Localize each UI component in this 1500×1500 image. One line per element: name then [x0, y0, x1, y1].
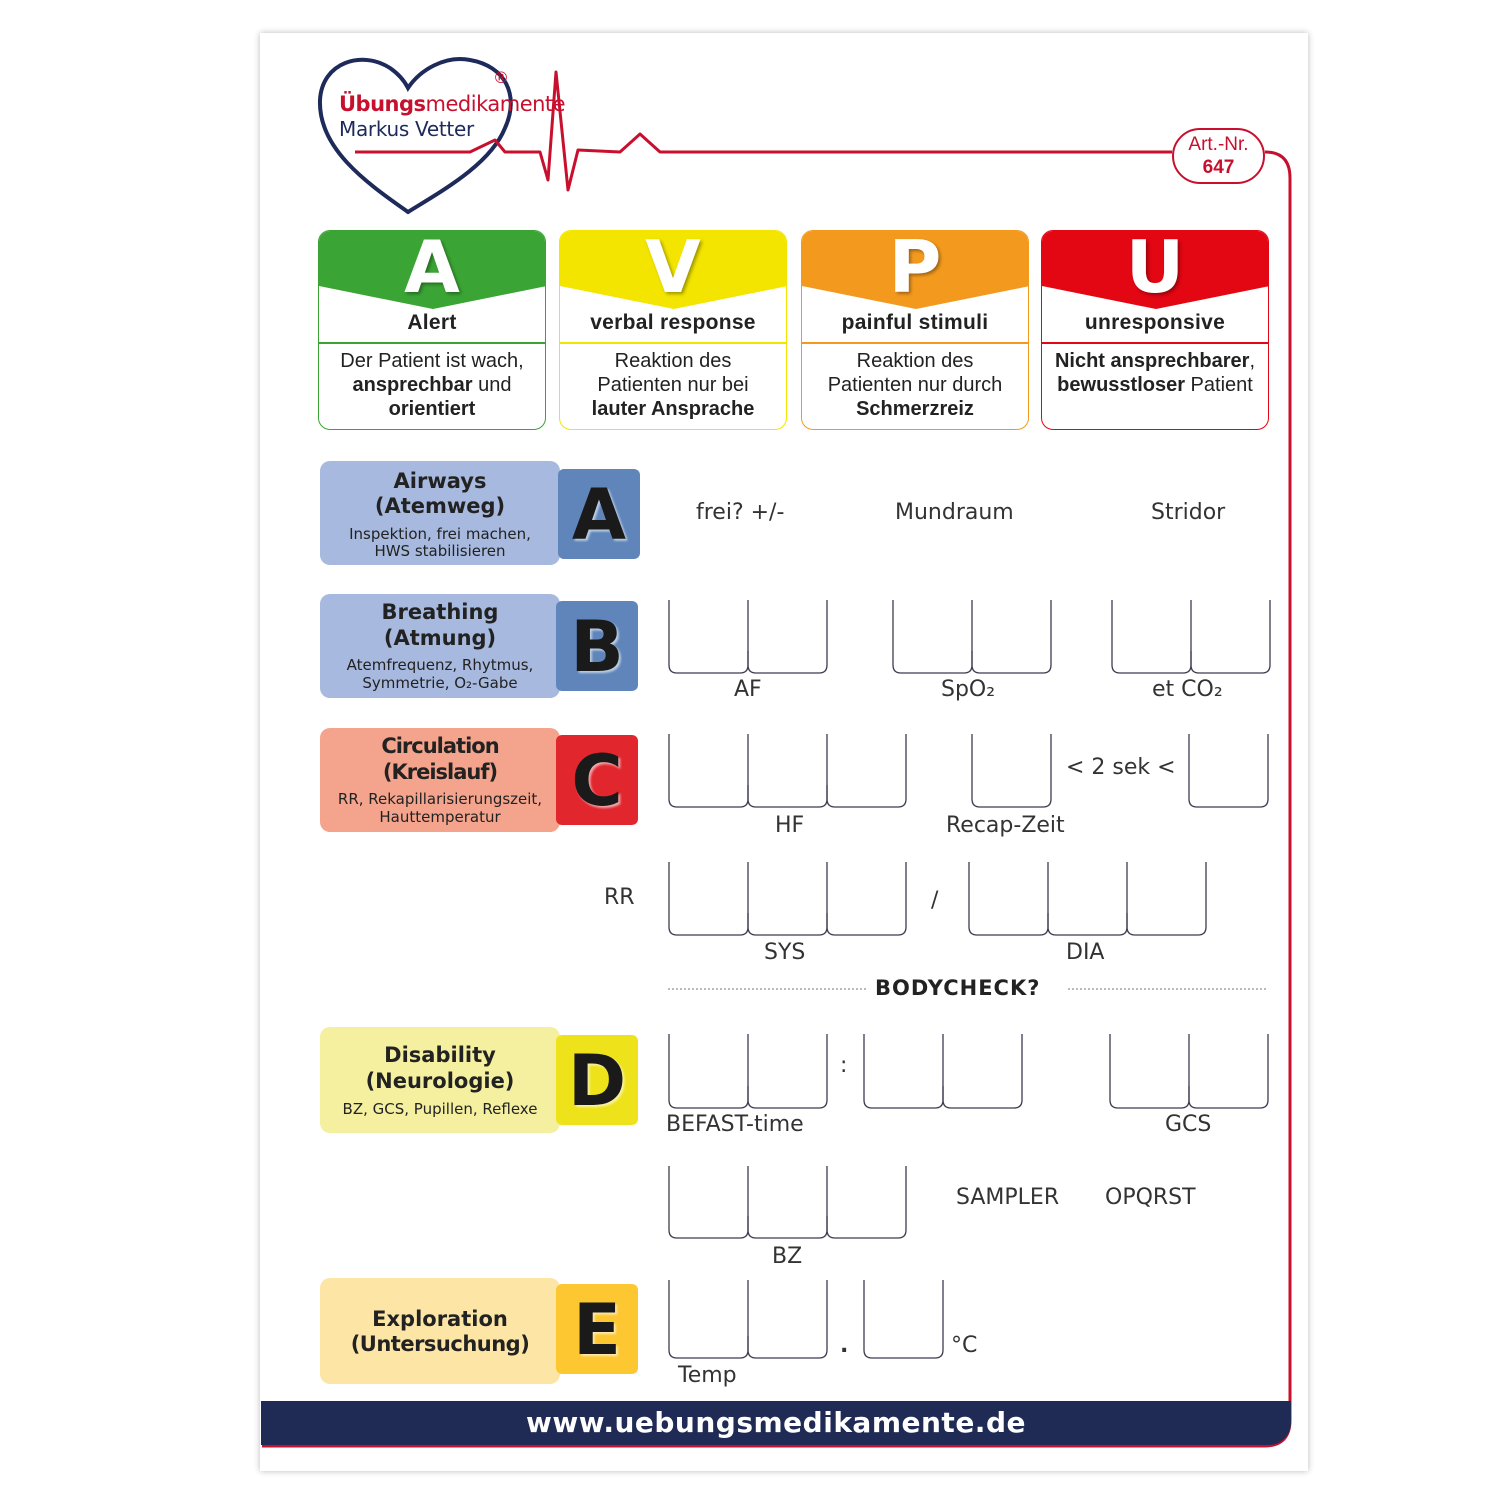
breathing-title: Breathing: [381, 600, 499, 624]
two-seconds-label: < 2 sek <: [1066, 755, 1176, 780]
article-label: Art.-Nr.: [1188, 134, 1249, 155]
avpu-title: painful stimuli: [841, 311, 989, 334]
circulation-desc-2: Hauttemperatur: [379, 808, 501, 826]
disability-title: Disability: [384, 1043, 496, 1067]
article-number: 647: [1202, 157, 1235, 178]
befast-time-label: BEFAST-time: [666, 1112, 804, 1137]
entry-cell: [864, 1280, 943, 1358]
entry-cell: [1189, 1034, 1268, 1108]
airways-title: Airways: [393, 469, 487, 493]
entry-cell: [943, 1034, 1022, 1108]
entry-cell: [1110, 1034, 1189, 1108]
avpu-letter: A: [404, 230, 460, 309]
entry-cell: [669, 734, 748, 807]
brand-owner: Markus Vetter: [339, 117, 474, 141]
letter-a-badge: A: [558, 469, 640, 559]
breathing-subtitle: (Atmung): [383, 626, 497, 650]
rr-slash: /: [931, 888, 939, 913]
disability-subtitle: (Neurologie): [365, 1069, 515, 1093]
entry-cell: [669, 862, 748, 935]
entry-cell: [1048, 862, 1127, 935]
entry-cell: [748, 600, 827, 673]
avpu-description: Der Patient ist wach, ansprechbar und orientiert: [340, 350, 524, 420]
avpu-description: Reaktion des Patienten nur bei lauter Ansprache: [591, 350, 755, 420]
sys-label: SYS: [764, 940, 806, 965]
registered-mark: ®: [493, 68, 509, 87]
entry-cell: [669, 1166, 748, 1238]
temp-label: Temp: [678, 1363, 737, 1388]
entry-cell: [972, 734, 1051, 807]
entry-cell: [969, 862, 1048, 935]
bz-label: BZ: [772, 1244, 803, 1269]
breathing-desc-2: Symmetrie, O₂-Gabe: [362, 674, 518, 692]
airways-stridor-label: Stridor: [1151, 500, 1226, 525]
letter-b-badge: B: [556, 601, 638, 691]
exploration-title: Exploration: [372, 1307, 508, 1331]
entry-cell: [1191, 600, 1270, 673]
entry-cell: [748, 734, 827, 807]
entry-cell: [1127, 862, 1206, 935]
avpu-title: unresponsive: [1084, 311, 1226, 334]
airways-desc-1: Inspektion, frei machen,: [349, 525, 531, 543]
circulation-subtitle: (Kreislauf): [382, 760, 498, 784]
entry-cell: [669, 600, 748, 673]
dia-label: DIA: [1066, 940, 1105, 965]
entry-cell: [827, 862, 906, 935]
avpu-letter: U: [1125, 230, 1185, 309]
airways-mouth-label: Mundraum: [895, 500, 1014, 525]
spo2-label: SpO₂: [941, 677, 996, 702]
entry-cell: [827, 1166, 906, 1238]
entry-cell: [669, 1034, 748, 1108]
entry-cell: [669, 1280, 748, 1358]
avpu-title: verbal response: [590, 311, 756, 334]
entry-cell: [1112, 600, 1191, 673]
entry-cell: [748, 862, 827, 935]
website-footer[interactable]: www.uebungsmedikamente.de: [261, 1401, 1291, 1445]
gcs-label: GCS: [1165, 1112, 1212, 1137]
hf-label: HF: [775, 813, 805, 838]
avpu-letter: P: [888, 230, 942, 309]
celsius-label: °C: [951, 1333, 978, 1358]
brand-name: Übungsmedikamente: [339, 92, 566, 116]
bodycheck-heading: BODYCHECK?: [875, 976, 1041, 1000]
avpu-description: Reaktion des Patienten nur durch Schmerzreiz: [827, 350, 1003, 420]
opqrst-label: OPQRST: [1105, 1185, 1196, 1210]
breathing-desc-1: Atemfrequenz, Rhytmus,: [346, 656, 534, 674]
sampler-label: SAMPLER: [956, 1185, 1060, 1210]
letter-d-badge: D: [556, 1035, 638, 1125]
avpu-description: Nicht ansprechbarer, bewusstloser Patient: [1054, 350, 1256, 396]
entry-cell: [972, 600, 1051, 673]
af-label: AF: [734, 677, 762, 702]
avpu-title: Alert: [407, 311, 457, 334]
disability-desc: BZ, GCS, Pupillen, Reflexe: [342, 1100, 538, 1118]
airways-desc-2: HWS stabilisieren: [374, 542, 506, 560]
letter-e-badge: E: [556, 1284, 638, 1374]
letter-c-badge: C: [556, 735, 638, 825]
rr-label: RR: [604, 885, 635, 910]
airways-subtitle: (Atemweg): [374, 494, 506, 518]
etco2-label: et CO₂: [1152, 677, 1223, 702]
entry-cell: [748, 1166, 827, 1238]
recap-label: Recap-Zeit: [946, 813, 1065, 838]
entry-cell: [893, 600, 972, 673]
circulation-title: Circulation: [381, 734, 499, 758]
circulation-desc-1: RR, Rekapillarisierungszeit,: [337, 790, 543, 808]
temp-decimal-point: .: [840, 1333, 849, 1358]
time-colon: :: [840, 1053, 848, 1078]
exploration-subtitle: (Untersuchung): [350, 1332, 530, 1356]
airways-free-label: frei? +/-: [696, 500, 785, 525]
avpu-letter: V: [645, 230, 701, 309]
entry-cell: [864, 1034, 943, 1108]
entry-cell: [748, 1280, 827, 1358]
entry-cell: [1189, 734, 1268, 807]
entry-cell: [748, 1034, 827, 1108]
entry-cell: [827, 734, 906, 807]
